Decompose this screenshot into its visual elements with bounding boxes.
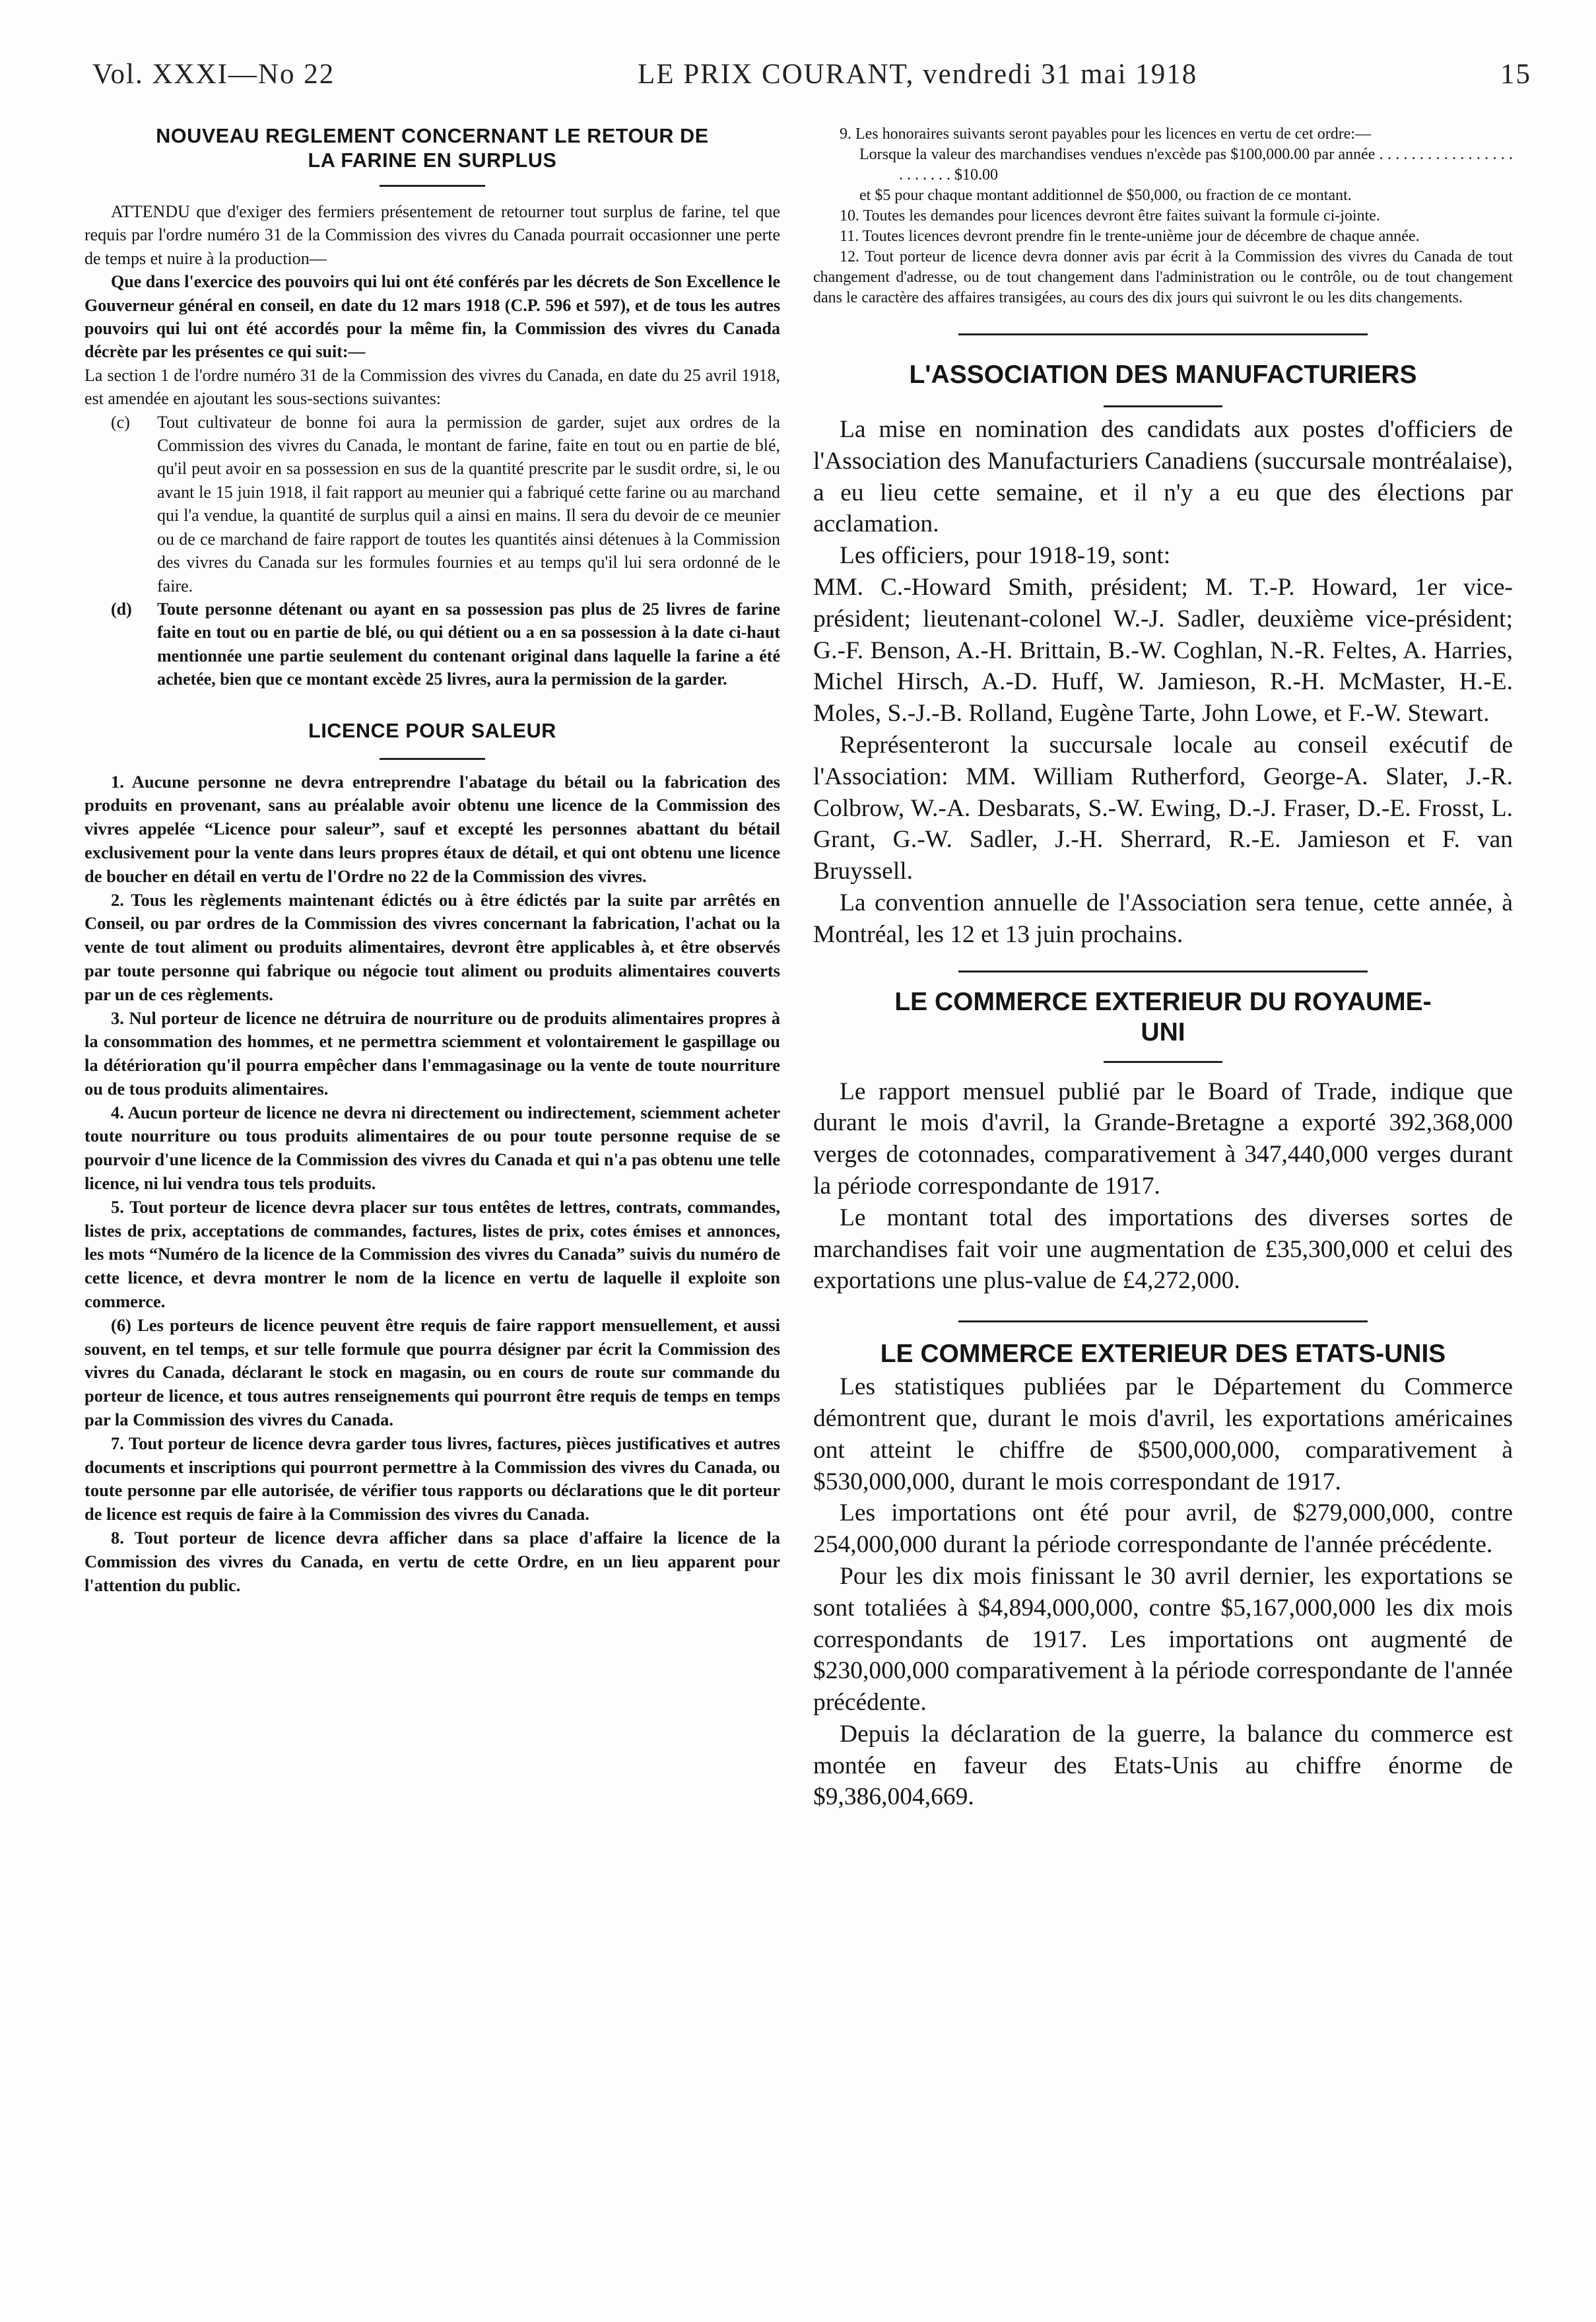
page-number: 15 (1500, 58, 1531, 90)
article-title (813, 987, 1513, 1048)
paragraph: Représenteront la succursale locale au conseil exécutif de l'Association: MM. William Rutherford, George-A. Slater, J.-R. Colbrow, W.-A. Desbarats, S.-W. Ewing, D.-J. Fraser, D.-E. Frosst, L. Grant, G.-W. Sadler, J.-H. Sherrard, R.-E. Jamieson et F. van Bruyssell. (813, 731, 1513, 885)
paragraph: 8. Tout porteur de licence devra afficher dans sa place d'affaire la licence de la Commission des vivres du Canada, en vertu de cette Ordre, en un lieu apparent pour l'attention du public. (84, 1528, 780, 1595)
subsection-mark: (d) (111, 599, 132, 619)
paragraph: Que dans l'exercice des pouvoirs qui lui ont été conférés par les décrets de Son Excellence le Gouverneur général en conseil, en date du 12 mars 1918 (C.P. 596 et 597), et de tous les autres pouvoirs qui lui ont été accordés pour la même fin, la Commission des vivres du Canada décrète par les présentes ce qui suit:— (84, 272, 780, 362)
paragraph: Pour les dix mois finissant le 30 avril dernier, les exportations se sont totaliées à $4,894,000,000, contre $5,167,000,000 les dix mois correspondants de 1917. Les importations ont augmenté de $230,000,000 comparativement à la période correspondante de l'année précédente. (813, 1562, 1513, 1717)
section-rule (958, 1320, 1368, 1322)
article-body (813, 414, 1513, 951)
licence-continued (813, 124, 1513, 308)
right-column (813, 124, 1513, 1813)
paragraph: 7. Tout porteur de licence devra garder tous livres, factures, pièces justificatives et autres documents et inscriptions qui pourront permettre à la Commission des vivres du Canada, ou toute personne par elle autorisée, de vérifier tous rapports ou déclarations que le dit porteur de licence est requis de faire à la Commission des vivres du Canada. (84, 1433, 780, 1524)
article-title-line: UNI (1141, 1017, 1185, 1046)
paragraph: 4. Aucun porteur de licence ne devra ni directement ou indirectement, sciemment acheter toute nourriture ou tous produits alimentaires de ou pour toute personne requise de se pourvoir d'une licence de la Commission des vivres du Canada et qui n'a pas obtenu une telle licence, ni lui vendra tous tels produits. (84, 1102, 780, 1194)
left-column (84, 124, 780, 1597)
article-commerce-ru (813, 987, 1513, 1297)
subsection-list (84, 411, 780, 691)
article-title: L'ASSOCIATION DES MANUFACTURIERS (909, 360, 1417, 389)
section-rule (958, 971, 1368, 973)
page-header (92, 54, 1531, 94)
article-licence (84, 719, 780, 1598)
article-title-line: NOUVEAU REGLEMENT CONCERNANT LE RETOUR DE (156, 125, 709, 147)
article-title: LE COMMERCE EXTERIEUR DES ETATS-UNIS (880, 1340, 1446, 1369)
paragraph: 3. Nul porteur de licence ne détruira de nourriture ou de produits alimentaires propres à la consommation des hommes, et ne permettra sciemment et volontairement le gaspillage ou la détérioration qu'il pourra empêcher dans l'emmagasinage ou la vente de toute nourriture ou de tous produits alimentaires. (84, 1007, 780, 1099)
article-title-line: LA FARINE EN SURPLUS (308, 149, 557, 172)
article-body (813, 1371, 1513, 1813)
paragraph: 2. Tous les règlements maintenant édictés ou à être édictés par la suite par arrêtés en Conseil, ou par ordres de la Commission des vivres concernant la fabrication, l'achat ou la vente de tout aliment ou produits alimentaires, devront être applicables à, et être observés par toute personne qui fabrique ou négocie tout aliment ou produits alimentaires couverts par un de ces règlements. (84, 889, 780, 1004)
paragraph: 10. Toutes les demandes pour licences devront être faites suivant la formule ci-jointe. (840, 207, 1380, 224)
article-commerce-eu (813, 1340, 1513, 1813)
paragraph: La mise en nomination des candidats aux postes d'officiers de l'Association des Manufacturiers Canadiens (succursale montréalaise), a eu lieu cette semaine, et il n'y a eu que des élections par acclamation. (813, 416, 1513, 538)
subsection-text: Tout cultivateur de bonne foi aura la permission de garder, sujet aux ordres de la Commission des vivres du Canada, le montant de farine, faite en tout ou en partie de blé, qu'il peut avoir en sa possession en sus de la quantité prescrite par le susdit ordre, si, le ou avant le 15 juin 1918, il fait rapport au meunier qui a fabriqué cette farine ou au marchand qui l'a vendue, la quantité de surplus quil a ainsi en mains. Il sera du devoir de ce meunier ou de ce marchand de faire rapport de toutes les quantités ainsi détenues à la Commission des vivres du Canada sur les formules fournies et au temps qu'il lui sera ordonné de le faire. (157, 412, 780, 596)
publication-title: LE PRIX COURANT, vendredi 31 mai 1918 (637, 58, 1198, 90)
title-rule (1104, 1061, 1222, 1063)
paragraph: 1. Aucune personne ne devra entreprendre l'abatage du bétail ou la fabrication des produits en provenant, sans au préalable avoir obtenu une licence de la Commission des vivres appelée “Licence pour saleur”, sauf et excepté les personnes abattant du bétail exclusivement pour la vente dans leurs propres étaux de détail, et qui ont obtenu une licence de boucher en détail en vertu de l'Ordre no 22 de la Commission des vivres. (84, 771, 780, 886)
paragraph: Les officiers, pour 1918-19, sont: (840, 542, 1171, 570)
title-rule (380, 758, 485, 760)
fee-line: Lorsque la valeur des marchandises vendues n'excède pas $100,000.00 par année . . . . . . . . . . . . . . . . . . . . . . . . $10.00 (859, 146, 1513, 184)
paragraph: Les statistiques publiées par le Département du Commerce démontrent que, durant le mois d'avril, les exportations américaines ont atteint le chiffre de $500,000,000, comparativement à $530,000,000, durant le mois correspondant de 1917. (813, 1373, 1513, 1495)
paragraph: Le rapport mensuel publié par le Board of Trade, indique que durant le mois d'avril, la Grande-Bretagne a exporté 392,368,000 verges de cotonnades, comparativement à 347,440,000 verges durant la période correspondante de 1917. (813, 1077, 1513, 1200)
volume-number: Vol. XXXI—No 22 (92, 58, 335, 90)
title-rule (1104, 405, 1222, 407)
article-title-line: LE COMMERCE EXTERIEUR DU ROYAUME- (894, 987, 1432, 1016)
article-title: LICENCE POUR SALEUR (308, 719, 556, 742)
paragraph: La section 1 de l'ordre numéro 31 de la Commission des vivres du Canada, en date du 25 avril 1918, est amendée en ajoutant les sous-sections suivantes: (84, 365, 780, 409)
paragraph: Les importations ont été pour avril, de $279,000,000, contre 254,000,000 durant la période correspondante de l'année précédente. (813, 1499, 1513, 1559)
paragraph: 11. Toutes licences devront prendre fin le trente-unième jour de décembre de chaque année. (840, 228, 1420, 245)
paragraph: La convention annuelle de l'Association sera tenue, cette année, à Montréal, les 12 et 13 juin prochains. (813, 889, 1513, 948)
article-title (84, 124, 780, 173)
article-association (813, 360, 1513, 951)
paragraph: 5. Tout porteur de licence devra placer sur tous entêtes de lettres, contrats, commandes, listes de prix, acceptations de commandes, factures, listes de prix, cotes émises et annonces, les mots “Numéro de la licence de la Commission des vivres du Canada” suivis du numéro de cette licence, et devra montrer le nom de la licence en vertu de laquelle il exploite son commerce. (84, 1196, 780, 1312)
subsection-item (84, 598, 780, 691)
subsection-text: Toute personne détenant ou ayant en sa possession pas plus de 25 livres de farine faite en tout ou en partie de blé, ou qui détient ou a en sa possession à la date ci-haut mentionnée une partie seulement du contenant original dans laquelle la farine a été achetée, bien que ce montant excède 25 livres, aura la permission de la garder. (157, 599, 780, 689)
section-rule (958, 333, 1368, 335)
paragraph: Depuis la déclaration de la guerre, la balance du commerce est montée en faveur des Etats-Unis au chiffre énorme de $9,386,004,669. (813, 1720, 1513, 1811)
subsection-mark: (c) (111, 412, 130, 432)
article-farine (84, 124, 780, 691)
paragraph: 12. Tout porteur de licence devra donner avis par écrit à la Commission des vivres du Canada de tout changement d'adresse, ou de tout changement dans l'administration ou le contrôle, ou de tout changement dans le caractère des affaires transigées, au cours des dix jours qui suivront le ou les dits changements. (813, 248, 1513, 306)
subsection-item (84, 411, 780, 598)
fee-line: et $5 pour chaque montant additionnel de $50,000, ou fraction de ce montant. (859, 187, 1352, 204)
paragraph: 9. Les honoraires suivants seront payables pour les licences en vertu de cet ordre:— (840, 125, 1372, 143)
paragraph: MM. C.-Howard Smith, président; M. T.-P. Howard, 1er vice-président; lieutenant-colonel W.-J. Sadler, deuxième vice-président; G.-F. Benson, A.-H. Brittain, B.-W. Coghlan, N.-R. Feltes, A. Harries, Michel Hirsch, A.-D. Huff, W. Jamieson, R.-H. McMaster, H.-E. Moles, S.-J.-B. Rolland, Eugène Tarte, John Lowe, et F.-W. Stewart. (813, 573, 1513, 728)
title-rule (380, 185, 485, 187)
article-body (84, 770, 780, 1598)
paragraph: ATTENDU que d'exiger des fermiers présentement de retourner tout surplus de farine, tel que requis par l'ordre numéro 31 de la Commission des vivres du Canada pourrait occasionner une perte de temps et nuire à la production— (84, 202, 780, 268)
article-body (84, 200, 780, 691)
article-body (813, 1076, 1513, 1297)
paragraph: (6) Les porteurs de licence peuvent être requis de faire rapport mensuellement, et aussi souvent, en tel temps, et sur telle formule que pourra désigner par écrit la Commission des vivres du Canada, déclarant le stock en magasin, ou en cours de route sur commande du porteur de licence, et tous autres renseignements qui pourront être requis de temps en temps par la Commission des vivres du Canada. (84, 1315, 780, 1430)
paragraph: Le montant total des importations des diverses sortes de marchandises fait voir une augmentation de £35,300,000 et celui des exportations une plus-value de £4,272,000. (813, 1204, 1513, 1295)
